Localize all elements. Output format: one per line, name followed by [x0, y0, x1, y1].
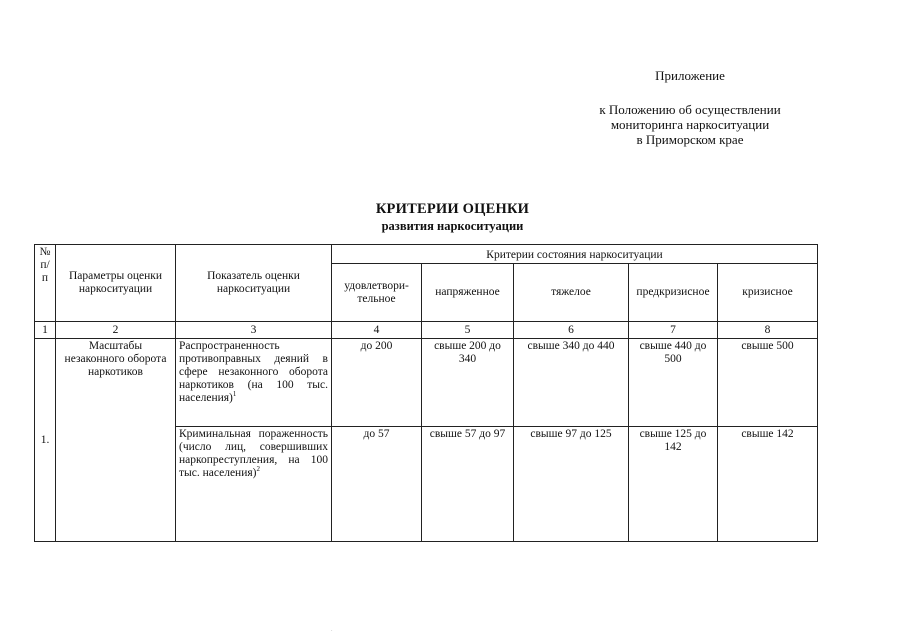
- column-header-criterion: удовлетвори-тельное: [332, 264, 422, 322]
- criterion-value: свыше 500: [718, 339, 818, 427]
- row-number: 1.: [35, 339, 56, 542]
- column-number: 3: [176, 322, 332, 339]
- indicator-text: Криминальная пораженность (число лиц, совершивших наркопреступления, на 100 тыс. населения): [179, 428, 328, 479]
- parameter-cell: Масштабы незаконного оборота наркотиков: [56, 339, 176, 542]
- appendix-reference-line: мониторинга наркоситуации: [610, 117, 770, 132]
- document-subtitle: развития наркоситуации: [381, 219, 524, 233]
- column-number: 1: [35, 322, 56, 339]
- scan-speck: .: [331, 627, 333, 633]
- footnote-mark: 1: [232, 390, 237, 399]
- criterion-value: свыше 97 до 125: [514, 427, 629, 542]
- criterion-value: свыше 200 до 340: [422, 339, 514, 427]
- column-header-criterion: напряженное: [422, 264, 514, 322]
- appendix-reference-line: в Приморском крае: [636, 132, 744, 147]
- criterion-value: до 200: [332, 339, 422, 427]
- column-number-row: [35, 322, 818, 339]
- indicator-text: Распространенность противоправных деяний в сфере незаконного оборота наркотиков (на 100 тыс. населения): [179, 340, 328, 404]
- appendix-title: Приложение: [655, 68, 725, 83]
- column-header-criteria-group: Критерии состояния наркоситуации: [332, 245, 818, 264]
- table-row: [35, 339, 818, 427]
- column-number: 5: [422, 322, 514, 339]
- criterion-value: свыше 125 до 142: [629, 427, 718, 542]
- criterion-value: свыше 440 до 500: [629, 339, 718, 427]
- column-header-criterion: предкризисное: [629, 264, 718, 322]
- number-abbrev: п/п: [40, 259, 50, 284]
- criteria-table: [34, 244, 818, 542]
- column-number: 6: [514, 322, 629, 339]
- footnote-mark: 2: [256, 465, 260, 474]
- column-header-number: [35, 245, 56, 322]
- appendix-reference: [560, 102, 820, 147]
- indicator-cell: [176, 339, 332, 427]
- criterion-value: свыше 57 до 97: [422, 427, 514, 542]
- column-header-parameter: Параметры оценки наркоситуации: [56, 245, 176, 322]
- column-header-criterion: кризисное: [718, 264, 818, 322]
- column-number: 8: [718, 322, 818, 339]
- column-header-criterion: тяжелое: [514, 264, 629, 322]
- criterion-value: свыше 340 до 440: [514, 339, 629, 427]
- number-sign: №: [39, 246, 51, 258]
- indicator-cell: [176, 427, 332, 542]
- criterion-value: свыше 142: [718, 427, 818, 542]
- document-title: КРИТЕРИИ ОЦЕНКИ: [375, 201, 530, 217]
- header-row: [35, 245, 818, 264]
- column-number: 7: [629, 322, 718, 339]
- column-number: 4: [332, 322, 422, 339]
- criterion-value: до 57: [332, 427, 422, 542]
- appendix-reference-line: к Положению об осуществлении: [599, 102, 781, 117]
- column-number: 2: [56, 322, 176, 339]
- column-header-indicator: Показатель оценки наркоситуации: [176, 245, 332, 322]
